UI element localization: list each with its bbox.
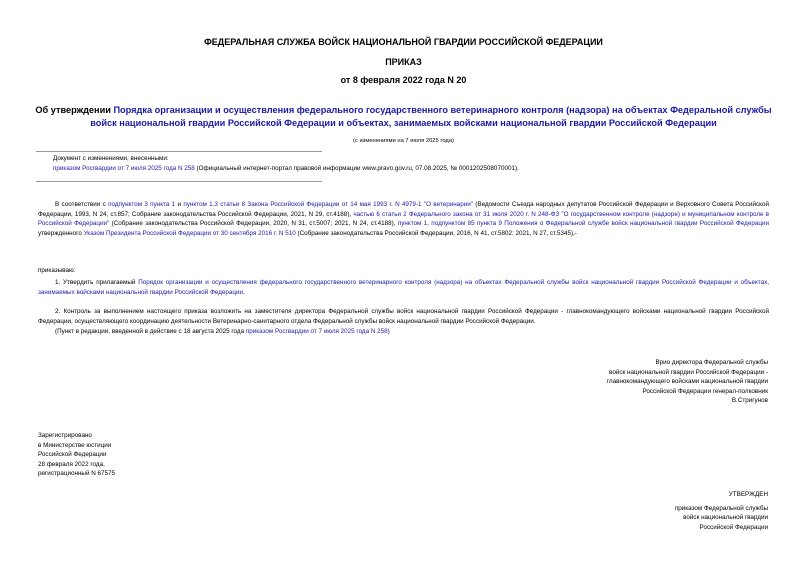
doc-date-number: от 8 февраля 2022 года N 20 (340, 75, 467, 85)
amendments-line (53, 164, 753, 174)
preamble-text-4: (Собрание законодательства Российской Федерации, 2020, N 31, ст.5007; 2021, N 24, ст.4188), (111, 220, 396, 228)
item-2: 2. Контроль за выполнением настоящего приказа возложить на заместителя директора Федеральной службы войск национальной гвардии Российской Федерации - главнокомандующего войсками национальной гвардии Российской Федерации, осуществляющего координацию деятельности Ветеринарно-санитарного отдела Федеральной службы войск национальной гвардии Российской Федерации. (38, 308, 769, 325)
preamble-link-5[interactable]: Указом Президента Российской Федерации от 30 сентября 2016 г. N 510 (83, 229, 296, 237)
signature-line: главнокомандующего войсками национальной гвардии (606, 378, 768, 386)
title-link-line2[interactable]: войск национальной гвардии Российской Федерации и объектах, занимаемых войсками национальной гвардии Российской Федерации (90, 118, 717, 128)
signature-line: Врио директора Федеральной службы (655, 359, 768, 366)
title-link-line1[interactable]: Порядка организации и осуществления федерального государственного ветеринарного контроля (надзора) на объектах Федеральной службы (113, 105, 772, 115)
amendments-block (53, 154, 753, 173)
agency-name: ФЕДЕРАЛЬНАЯ СЛУЖБА ВОЙСК НАЦИОНАЛЬНОЙ ГВАРДИИ РОССИЙСКОЙ ФЕДЕРАЦИИ (204, 37, 603, 47)
amendments-tail: (Официальный интернет-портал правовой информации www.pravo.gov.ru, 07.08.2025, № 0001202508070001). (196, 164, 519, 172)
divider-top (36, 151, 322, 152)
item-1 (38, 278, 769, 297)
approved-line: приказом Федеральной службы (674, 504, 768, 512)
amendments-label: Документ с изменениями, внесенными: (53, 155, 169, 162)
approved-line: войск национальной гвардии (683, 514, 768, 522)
approved-line: Российской Федерации (699, 523, 768, 531)
preamble-link-2[interactable]: пунктом 1.3 статьи 8 Закона Российской Федерации от 14 мая 1993 г. N 4979-1 "О ветеринарии" (183, 201, 473, 208)
approved-block (470, 490, 768, 532)
item-2-note (55, 327, 769, 337)
item-2-note-link[interactable]: приказом Росгвардии от 7 июля 2025 года N 258 (245, 328, 388, 335)
registration-line: Российской Федерации (38, 451, 107, 459)
registration-line: регистрационный N 67575 (38, 470, 116, 478)
registration-line: 28 февраля 2022 года, (38, 460, 105, 468)
doc-title (0, 104, 807, 130)
registration-line: Зарегистрировано (38, 432, 92, 439)
item-1-suffix: . (243, 288, 245, 296)
preamble-text-2: и (177, 201, 182, 208)
preamble-text-3: (Ведомости Съезда народных депутатов Российской Федерации и Верховного Совета Российской Федерации, 1993, N 24, ст.857; Собрание законодательства Российской Федерации, 2021, N 29, ст.4188), (38, 201, 770, 218)
item-2-note-prefix: (Пункт в редакции, введенной в действие с 18 августа 2025 года (55, 328, 245, 335)
signature-block (470, 358, 768, 406)
preamble-link-4[interactable]: пунктом 1, подпунктом 85 пункта 9 Положения о Федеральной службе войск национальной гвардии Российской Федерации (397, 220, 769, 228)
preamble (38, 200, 769, 238)
preamble-link-1[interactable]: подпунктом 3 пункта 1 (108, 201, 176, 208)
signature-name: В.Стригунов (731, 397, 768, 405)
revision-note: (с изменениями на 7 июля 2025 года) (353, 138, 454, 144)
preamble-text-5: утвержденного (38, 229, 82, 237)
item-1-prefix: 1. Утвердить прилагаемый (55, 279, 136, 286)
registration-block (38, 431, 338, 479)
order-word: приказываю: (38, 267, 76, 274)
preamble-text-1: В соответствии с (55, 201, 106, 208)
title-prefix: Об утверждении (35, 105, 111, 115)
preamble-text-6: (Собрание законодательства Российской Федерации, 2016, N 41, ст.5802; 2021, N 27, ст.5345),- (297, 229, 577, 237)
doc-type: ПРИКАЗ (385, 57, 422, 67)
preamble-link-3[interactable]: частью 6 статьи 2 Федерального закона от 31 июля 2020 г. N 248-ФЗ "О государственном контроле (надзоре) и муниципальном контроле в Российской Федерации" (38, 210, 769, 228)
signature-line: войск национальной гвардии Российской Федерации - (609, 368, 768, 376)
amendments-link[interactable]: приказом Росгвардии от 7 июля 2025 года N 258 (53, 164, 195, 172)
divider-bottom (36, 181, 322, 182)
registration-line: в Министерстве юстиции (38, 441, 112, 449)
signature-line: Российской Федерации генерал-полковник (642, 387, 768, 395)
item-1-link[interactable]: Порядок организации и осуществления федерального государственного ветеринарного контроля (надзора) на объектах Федеральной службы войск национальной гвардии Российской Федерации и объектах, занимаемых войсками национальной гвардии Российской Федерации (38, 279, 770, 296)
item-2-note-suffix: ) (387, 328, 390, 335)
approved-heading: УТВЕРЖДЕН (728, 491, 768, 498)
